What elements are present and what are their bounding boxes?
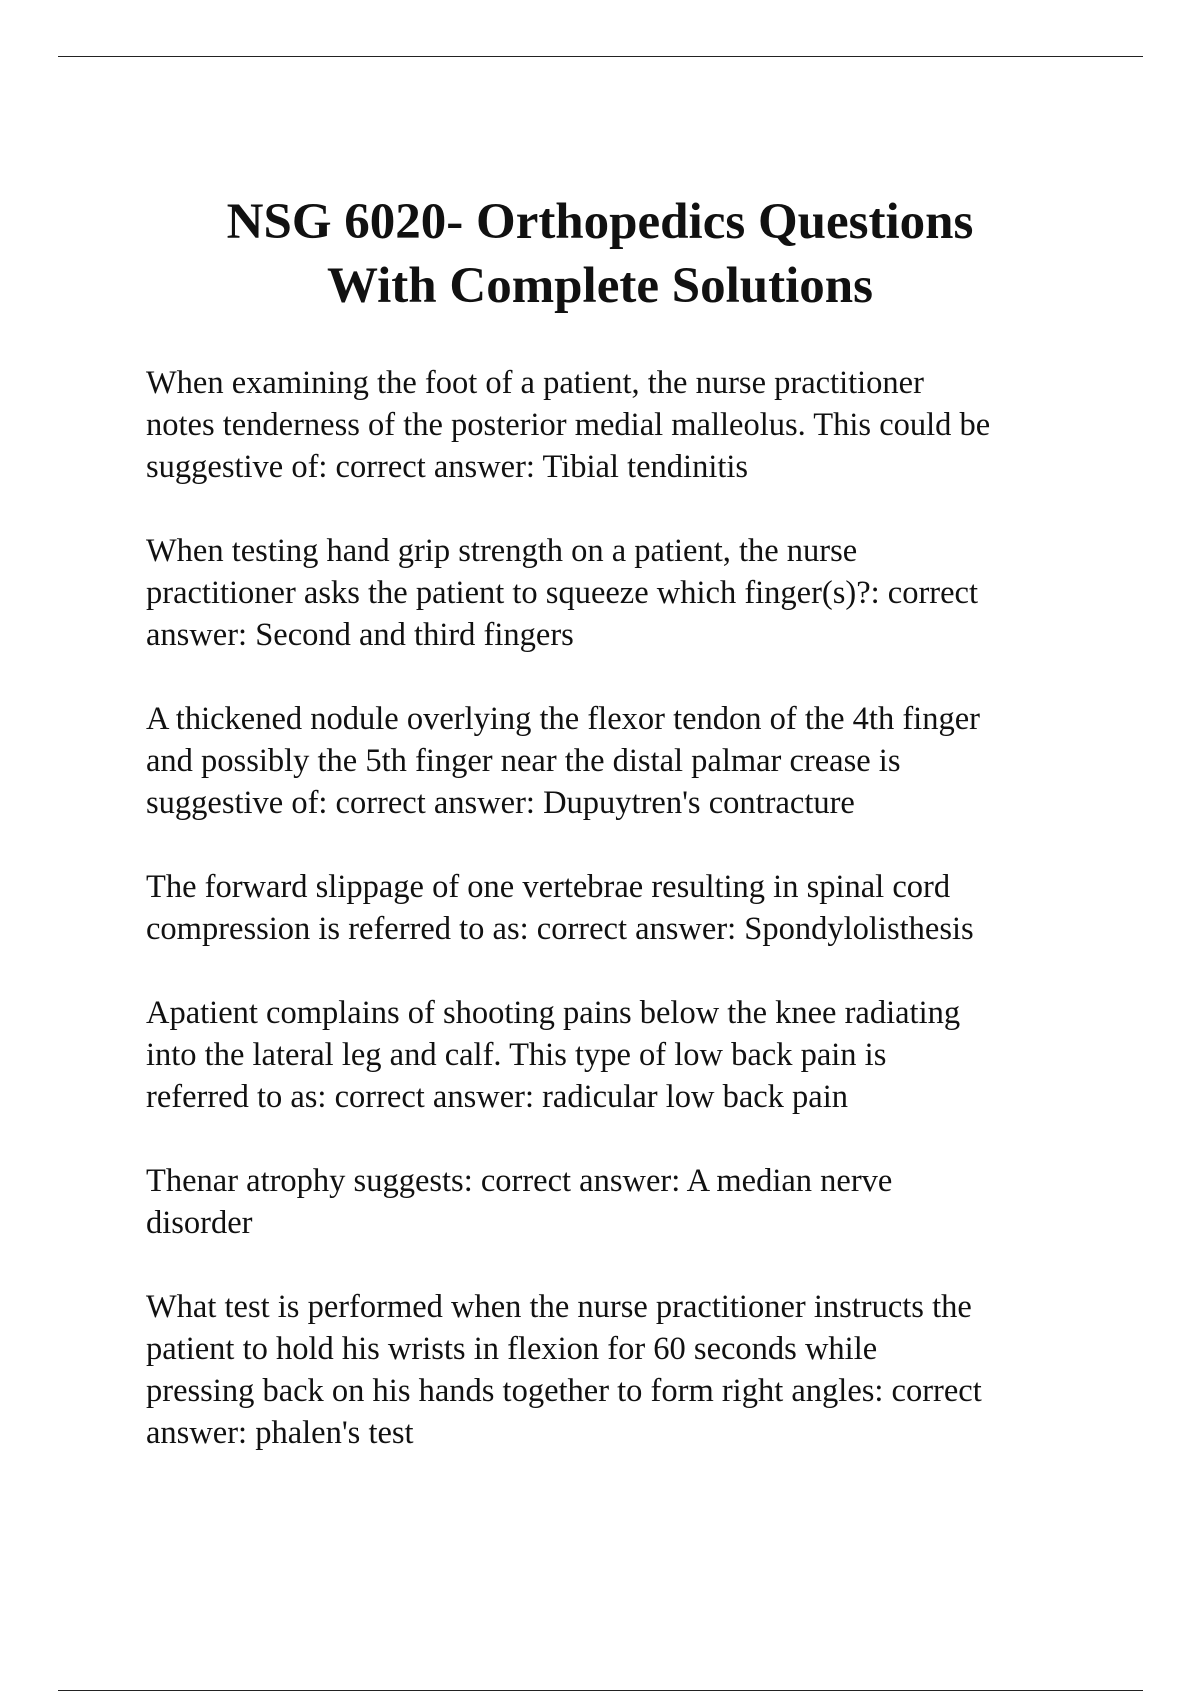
qa-item-4 xyxy=(146,866,1106,950)
qa-list xyxy=(146,362,1106,1496)
qa-line: compression is referred to as: correct answer: Spondylolisthesis xyxy=(146,911,974,947)
qa-line: Apatient complains of shooting pains below the knee radiating xyxy=(146,995,961,1031)
qa-item-1 xyxy=(146,362,1106,488)
qa-line: referred to as: correct answer: radicular low back pain xyxy=(146,1079,849,1115)
qa-line: patient to hold his wrists in flexion for 60 seconds while xyxy=(146,1331,878,1367)
bottom-rule xyxy=(58,1690,1143,1691)
qa-line: into the lateral leg and calf. This type of low back pain is xyxy=(146,1037,887,1073)
qa-line: disorder xyxy=(146,1205,253,1241)
qa-line: What test is performed when the nurse practitioner instructs the xyxy=(146,1289,972,1325)
qa-line: When testing hand grip strength on a patient, the nurse xyxy=(146,533,858,569)
document-title xyxy=(0,190,1200,318)
qa-line: A thickened nodule overlying the flexor tendon of the 4th finger xyxy=(146,701,980,737)
qa-line: The forward slippage of one vertebrae resulting in spinal cord xyxy=(146,869,951,905)
qa-item-7 xyxy=(146,1286,1106,1454)
qa-line: and possibly the 5th finger near the distal palmar crease is xyxy=(146,743,901,779)
qa-line: practitioner asks the patient to squeeze which finger(s)?: correct xyxy=(146,575,979,611)
qa-line: answer: Second and third fingers xyxy=(146,617,574,653)
qa-line: pressing back on his hands together to form right angles: correct xyxy=(146,1373,982,1409)
qa-item-3 xyxy=(146,698,1106,824)
qa-line: suggestive of: correct answer: Dupuytren's contracture xyxy=(146,785,855,821)
title-line-2: With Complete Solutions xyxy=(327,258,873,314)
qa-line: answer: phalen's test xyxy=(146,1415,414,1451)
qa-line: suggestive of: correct answer: Tibial tendinitis xyxy=(146,449,749,485)
qa-line: notes tenderness of the posterior medial malleolus. This could be xyxy=(146,407,991,443)
qa-line: Thenar atrophy suggests: correct answer: A median nerve xyxy=(146,1163,893,1199)
title-line-1: NSG 6020- Orthopedics Questions xyxy=(226,194,974,250)
qa-line: When examining the foot of a patient, the nurse practitioner xyxy=(146,365,924,401)
qa-item-5 xyxy=(146,992,1106,1118)
qa-item-2 xyxy=(146,530,1106,656)
qa-item-6 xyxy=(146,1160,1106,1244)
top-rule xyxy=(58,56,1143,57)
